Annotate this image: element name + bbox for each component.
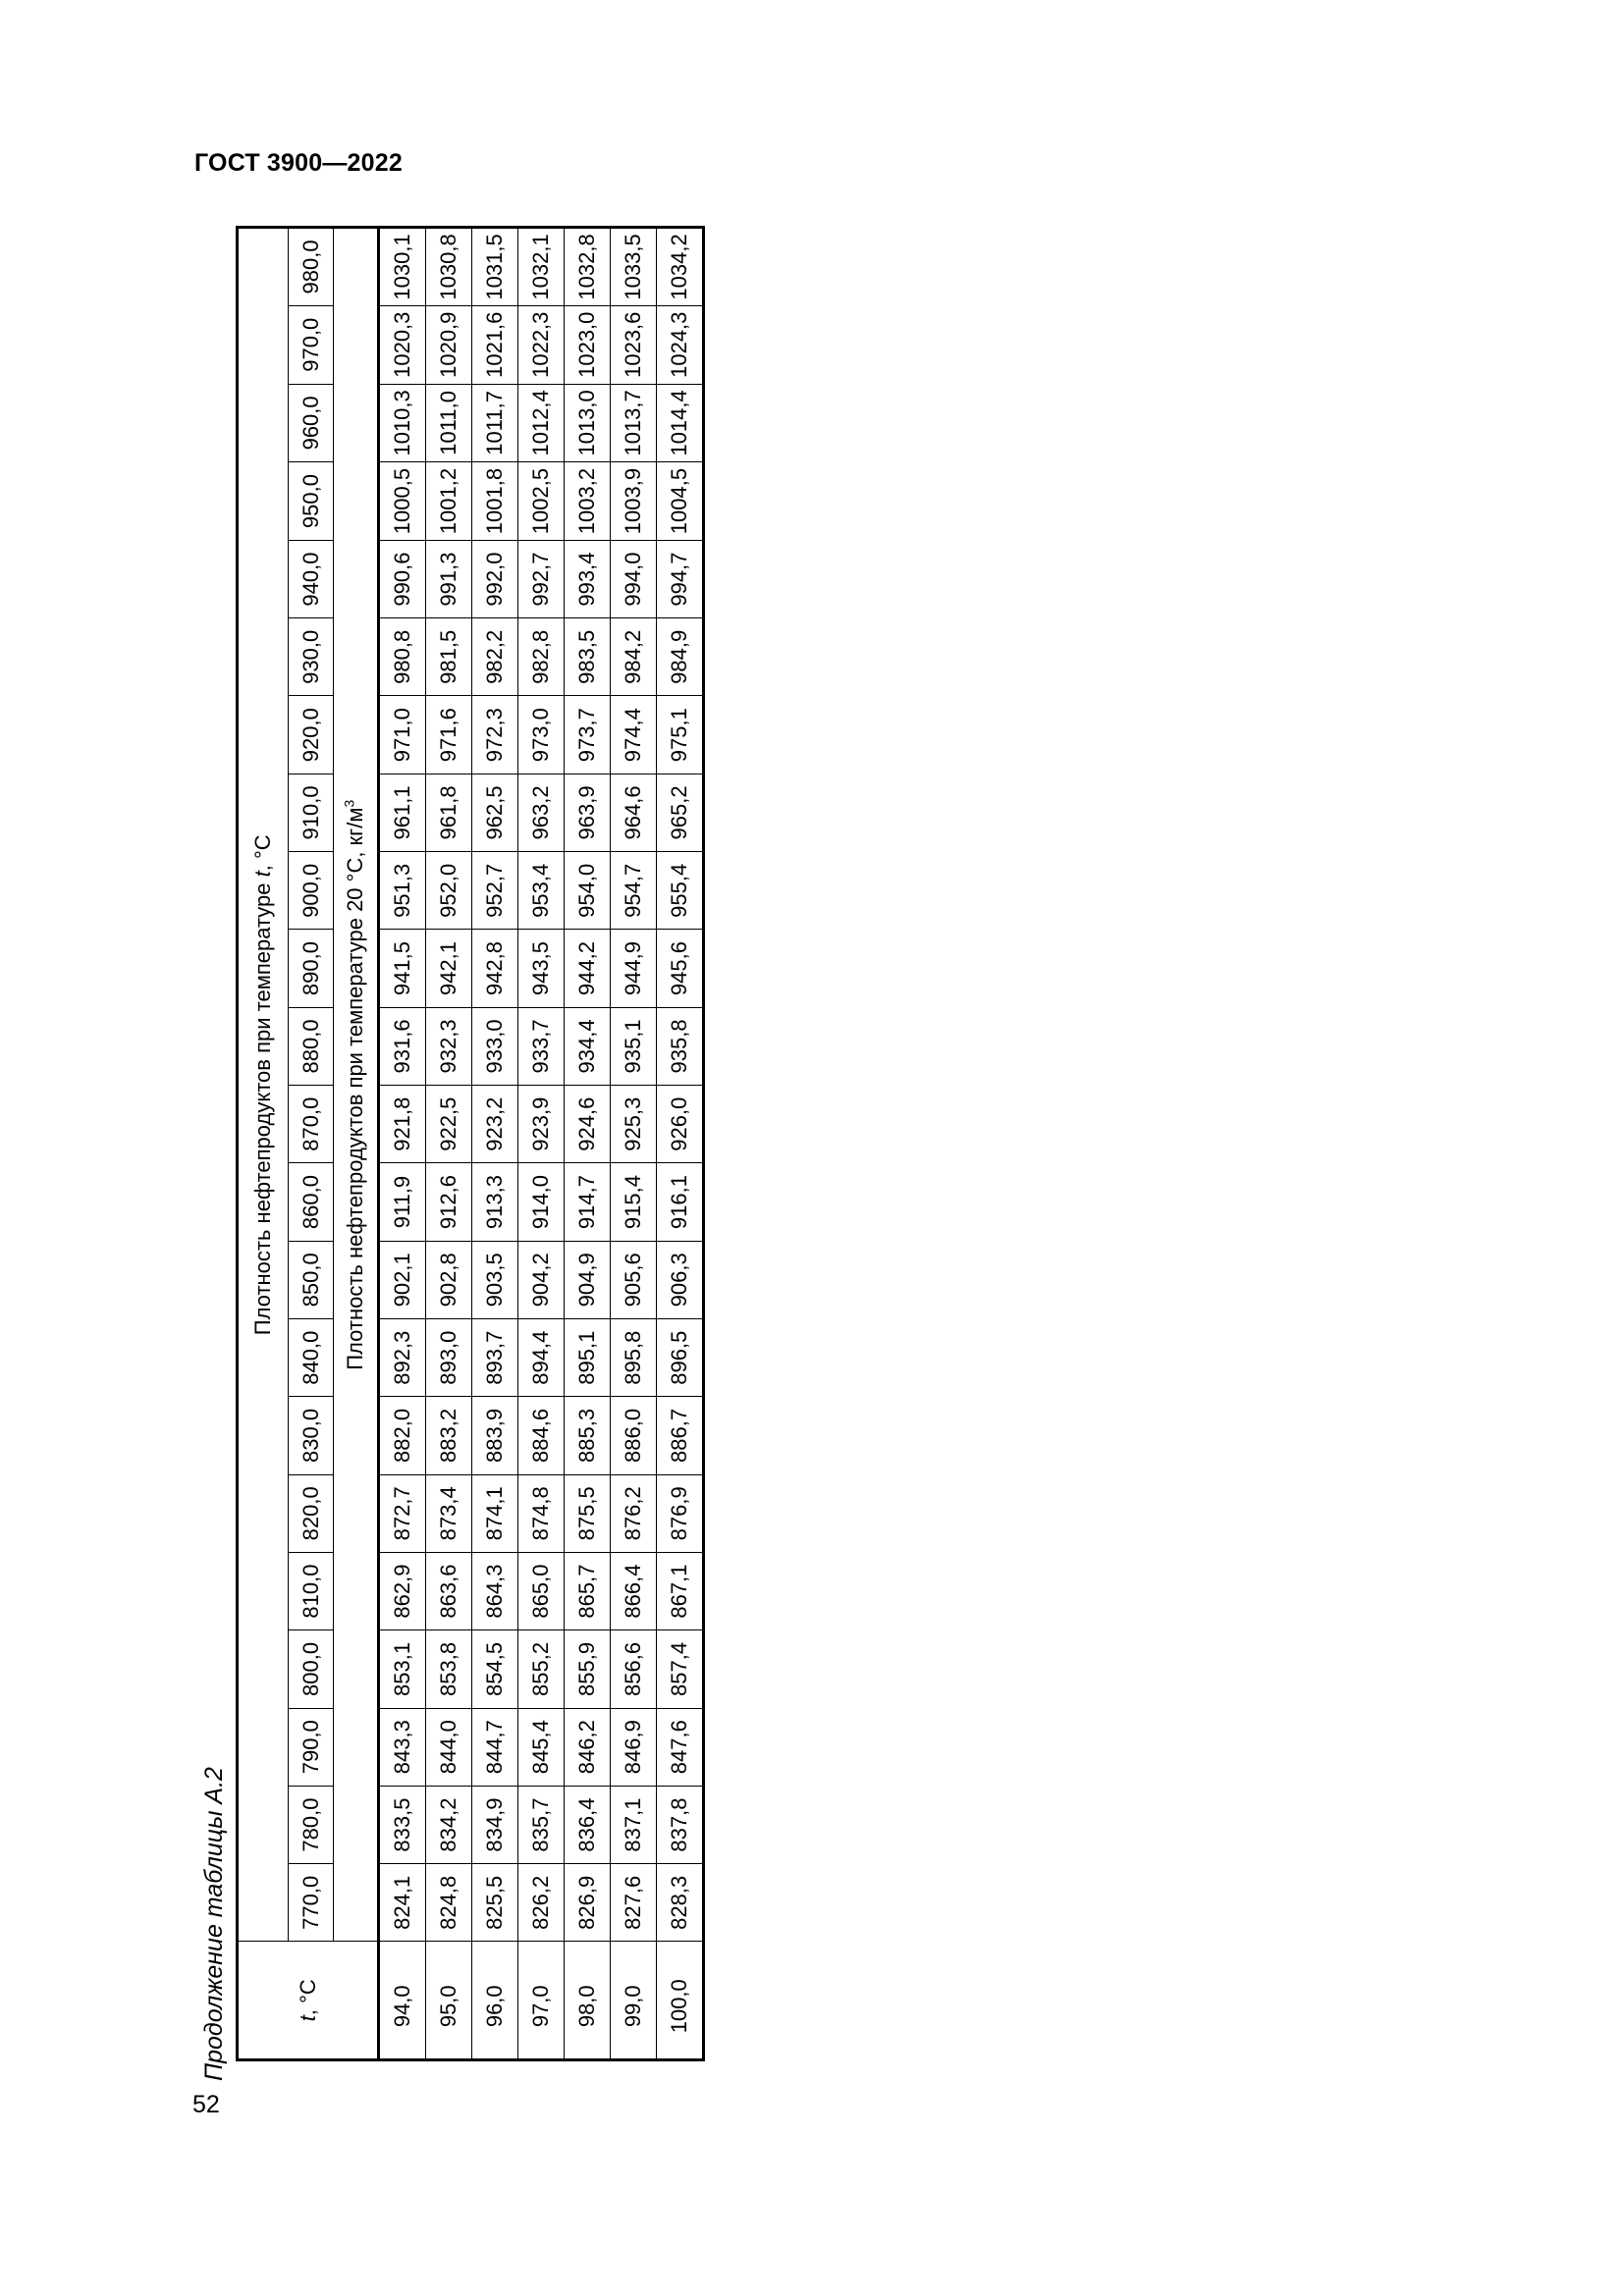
density-value-cell: 984,9 [657,618,704,696]
density-value-cell: 961,8 [426,774,472,851]
density-value-cell: 926,0 [657,1086,704,1163]
density-value-cell: 835,7 [518,1786,565,1863]
density-value-cell: 824,8 [426,1864,472,1942]
density-column-header: 960,0 [289,384,334,462]
temperature-cell: 99,0 [611,1942,657,2060]
density-value-cell: 893,0 [426,1319,472,1397]
page-number: 52 [192,2091,220,2118]
density-value-cell: 924,6 [565,1086,611,1163]
density-value-cell: 943,5 [518,930,565,1007]
rotated-table-block [196,226,707,2081]
density-value-cell: 935,8 [657,1007,704,1085]
density-value-cell: 856,6 [611,1630,657,1708]
density-value-cell: 874,8 [518,1474,565,1552]
density-header-row [289,228,334,2060]
density-value-cell: 980,8 [379,618,426,696]
density-column-header: 860,0 [289,1163,334,1241]
density-column-header: 820,0 [289,1474,334,1552]
density-column-header: 830,0 [289,1397,334,1474]
density-value-cell: 905,6 [611,1241,657,1318]
density-value-cell: 972,3 [472,696,518,774]
density-value-cell: 1032,8 [565,228,611,306]
density-value-cell: 845,4 [518,1708,565,1786]
t-header-symbol: t [295,2015,320,2022]
table-row [518,228,565,2060]
density-value-cell: 1003,9 [611,462,657,541]
density-value-cell: 906,3 [657,1241,704,1318]
density-value-cell: 982,2 [472,618,518,696]
density-column-header: 940,0 [289,540,334,617]
density-value-cell: 824,1 [379,1864,426,1942]
top-header-symbol: t [250,871,275,878]
density-value-cell: 837,1 [611,1786,657,1863]
density-column-header: 870,0 [289,1086,334,1163]
density-value-cell: 1021,6 [472,305,518,384]
density-value-cell: 914,7 [565,1163,611,1241]
density-value-cell: 984,2 [611,618,657,696]
density-column-header: 840,0 [289,1319,334,1397]
density-value-cell: 1003,2 [565,462,611,541]
density-value-cell: 1013,7 [611,384,657,462]
density-value-cell: 1024,3 [657,305,704,384]
density-value-cell: 945,6 [657,930,704,1007]
temperature-cell: 95,0 [426,1942,472,2060]
table-row [426,228,472,2060]
density-value-cell: 896,5 [657,1319,704,1397]
density-value-cell: 1000,5 [379,462,426,541]
density-value-cell: 963,9 [565,774,611,851]
density-value-cell: 884,6 [518,1397,565,1474]
table-row [472,228,518,2060]
density-value-cell: 912,6 [426,1163,472,1241]
density-value-cell: 873,4 [426,1474,472,1552]
density-value-cell: 846,2 [565,1708,611,1786]
density-value-cell: 1023,6 [611,305,657,384]
density-value-cell: 893,7 [472,1319,518,1397]
density-value-cell: 862,9 [379,1552,426,1629]
density-value-cell: 1032,1 [518,228,565,306]
density-value-cell: 923,2 [472,1086,518,1163]
density-value-cell: 865,7 [565,1552,611,1629]
table-row [611,228,657,2060]
density-value-cell: 833,5 [379,1786,426,1863]
density-value-cell: 1010,3 [379,384,426,462]
density-value-cell: 1020,9 [426,305,472,384]
density-value-cell: 1011,0 [426,384,472,462]
density-value-cell: 961,1 [379,774,426,851]
density-value-cell: 883,2 [426,1397,472,1474]
density-value-cell: 1033,5 [611,228,657,306]
density-value-cell: 872,7 [379,1474,426,1552]
density-value-cell: 990,6 [379,540,426,617]
density-value-cell: 962,5 [472,774,518,851]
density-value-cell: 994,0 [611,540,657,617]
temperature-cell: 94,0 [379,1942,426,2060]
density-value-cell: 895,8 [611,1319,657,1397]
density-column-header: 850,0 [289,1241,334,1318]
density-value-cell: 854,5 [472,1630,518,1708]
density-value-cell: 973,0 [518,696,565,774]
density-value-cell: 1001,2 [426,462,472,541]
density-value-cell: 983,5 [565,618,611,696]
density-value-cell: 847,6 [657,1708,704,1786]
density-value-cell: 953,4 [518,852,565,930]
density-value-cell: 952,0 [426,852,472,930]
top-header-suffix: , °C [250,834,275,872]
density-value-cell: 933,0 [472,1007,518,1085]
density-value-cell: 828,3 [657,1864,704,1942]
density-value-cell: 876,2 [611,1474,657,1552]
density-value-cell: 902,8 [426,1241,472,1318]
density-value-cell: 941,5 [379,930,426,1007]
density-value-cell: 933,7 [518,1007,565,1085]
density-value-cell: 965,2 [657,774,704,851]
density-value-cell: 981,5 [426,618,472,696]
density-value-cell: 844,7 [472,1708,518,1786]
temperature-cell: 97,0 [518,1942,565,2060]
density-value-cell: 894,4 [518,1319,565,1397]
density-value-cell: 826,9 [565,1864,611,1942]
density-value-cell: 866,4 [611,1552,657,1629]
density-value-cell: 857,4 [657,1630,704,1708]
density-value-cell: 921,8 [379,1086,426,1163]
density-value-cell: 1030,1 [379,228,426,306]
density-value-cell: 825,5 [472,1864,518,1942]
density-value-cell: 1011,7 [472,384,518,462]
table-body [379,228,704,2060]
density-column-header: 900,0 [289,852,334,930]
density-value-cell: 892,3 [379,1319,426,1397]
density-column-header: 950,0 [289,462,334,541]
density-value-cell: 1022,3 [518,305,565,384]
table-caption: Продолжение таблицы А.2 [200,1767,228,2081]
density-value-cell: 935,1 [611,1007,657,1085]
table-row [657,228,704,2060]
density-value-cell: 955,4 [657,852,704,930]
density-value-cell: 954,7 [611,852,657,930]
density-value-cell: 1004,5 [657,462,704,541]
density-value-cell: 942,1 [426,930,472,1007]
density-value-cell: 843,3 [379,1708,426,1786]
density-value-cell: 971,6 [426,696,472,774]
table-row [379,228,426,2060]
density-value-cell: 902,1 [379,1241,426,1318]
density-value-cell: 991,3 [426,540,472,617]
density-value-cell: 837,8 [657,1786,704,1863]
density-value-cell: 922,5 [426,1086,472,1163]
density-value-cell: 882,0 [379,1397,426,1474]
density-value-cell: 1020,3 [379,305,426,384]
density-value-cell: 925,3 [611,1086,657,1163]
temperature-cell: 100,0 [657,1942,704,2060]
density-value-cell: 992,0 [472,540,518,617]
density-value-cell: 883,9 [472,1397,518,1474]
sub-header-sup: 3 [341,799,357,808]
density-value-cell: 1034,2 [657,228,704,306]
density-value-cell: 993,4 [565,540,611,617]
density-value-cell: 994,7 [657,540,704,617]
density-column-header: 890,0 [289,930,334,1007]
density-at-t-header [238,228,289,1943]
density-value-cell: 916,1 [657,1163,704,1241]
density-value-cell: 963,2 [518,774,565,851]
density-value-cell: 992,7 [518,540,565,617]
density-value-cell: 1023,0 [565,305,611,384]
density-column-header: 810,0 [289,1552,334,1629]
density-table [236,226,705,2061]
density-value-cell: 886,7 [657,1397,704,1474]
density-value-cell: 864,3 [472,1552,518,1629]
density-value-cell: 904,9 [565,1241,611,1318]
density-column-header: 970,0 [289,305,334,384]
density-column-header: 770,0 [289,1864,334,1942]
density-value-cell: 1001,8 [472,462,518,541]
density-value-cell: 853,8 [426,1630,472,1708]
density-value-cell: 944,2 [565,930,611,1007]
density-value-cell: 1002,5 [518,462,565,541]
density-value-cell: 964,6 [611,774,657,851]
density-column-header: 930,0 [289,618,334,696]
density-value-cell: 846,9 [611,1708,657,1786]
sub-header-text: Плотность нефтепродуктов при температуре 20 °С, кг/м [343,807,367,1370]
density-value-cell: 826,2 [518,1864,565,1942]
density-value-cell: 923,9 [518,1086,565,1163]
density-value-cell: 931,6 [379,1007,426,1085]
temperature-cell: 96,0 [472,1942,518,2060]
density-at-20-header [334,228,379,1943]
density-value-cell: 915,4 [611,1163,657,1241]
density-column-header: 800,0 [289,1630,334,1708]
density-column-header: 780,0 [289,1786,334,1863]
density-column-header: 980,0 [289,228,334,306]
density-value-cell: 934,4 [565,1007,611,1085]
density-value-cell: 944,9 [611,930,657,1007]
density-value-cell: 1031,5 [472,228,518,306]
document-header: ГОСТ 3900—2022 [194,149,403,177]
temperature-cell: 98,0 [565,1942,611,2060]
density-value-cell: 855,2 [518,1630,565,1708]
t-column-header [238,1942,379,2060]
density-value-cell: 1012,4 [518,384,565,462]
density-value-cell: 827,6 [611,1864,657,1942]
density-value-cell: 844,0 [426,1708,472,1786]
density-value-cell: 913,3 [472,1163,518,1241]
density-column-header: 790,0 [289,1708,334,1786]
density-column-header: 910,0 [289,774,334,851]
density-column-header: 880,0 [289,1007,334,1085]
density-value-cell: 942,8 [472,930,518,1007]
density-value-cell: 932,3 [426,1007,472,1085]
density-value-cell: 952,7 [472,852,518,930]
density-value-cell: 904,2 [518,1241,565,1318]
top-header-prefix: Плотность нефтепродуктов при температуре [250,877,275,1336]
density-value-cell: 1030,8 [426,228,472,306]
density-value-cell: 954,0 [565,852,611,930]
density-value-cell: 973,7 [565,696,611,774]
density-value-cell: 834,2 [426,1786,472,1863]
density-value-cell: 874,1 [472,1474,518,1552]
density-value-cell: 1014,4 [657,384,704,462]
density-value-cell: 982,8 [518,618,565,696]
density-value-cell: 895,1 [565,1319,611,1397]
density-value-cell: 886,0 [611,1397,657,1474]
density-value-cell: 865,0 [518,1552,565,1629]
density-value-cell: 834,9 [472,1786,518,1863]
density-value-cell: 867,1 [657,1552,704,1629]
density-value-cell: 855,9 [565,1630,611,1708]
density-value-cell: 974,4 [611,696,657,774]
density-value-cell: 914,0 [518,1163,565,1241]
density-value-cell: 1013,0 [565,384,611,462]
density-value-cell: 876,9 [657,1474,704,1552]
density-value-cell: 875,5 [565,1474,611,1552]
density-value-cell: 836,4 [565,1786,611,1863]
density-value-cell: 885,3 [565,1397,611,1474]
density-value-cell: 863,6 [426,1552,472,1629]
density-value-cell: 853,1 [379,1630,426,1708]
density-value-cell: 911,9 [379,1163,426,1241]
density-value-cell: 951,3 [379,852,426,930]
table-row [565,228,611,2060]
t-header-unit: , °C [295,1979,320,2016]
density-value-cell: 971,0 [379,696,426,774]
density-value-cell: 903,5 [472,1241,518,1318]
density-column-header: 920,0 [289,696,334,774]
density-value-cell: 975,1 [657,696,704,774]
